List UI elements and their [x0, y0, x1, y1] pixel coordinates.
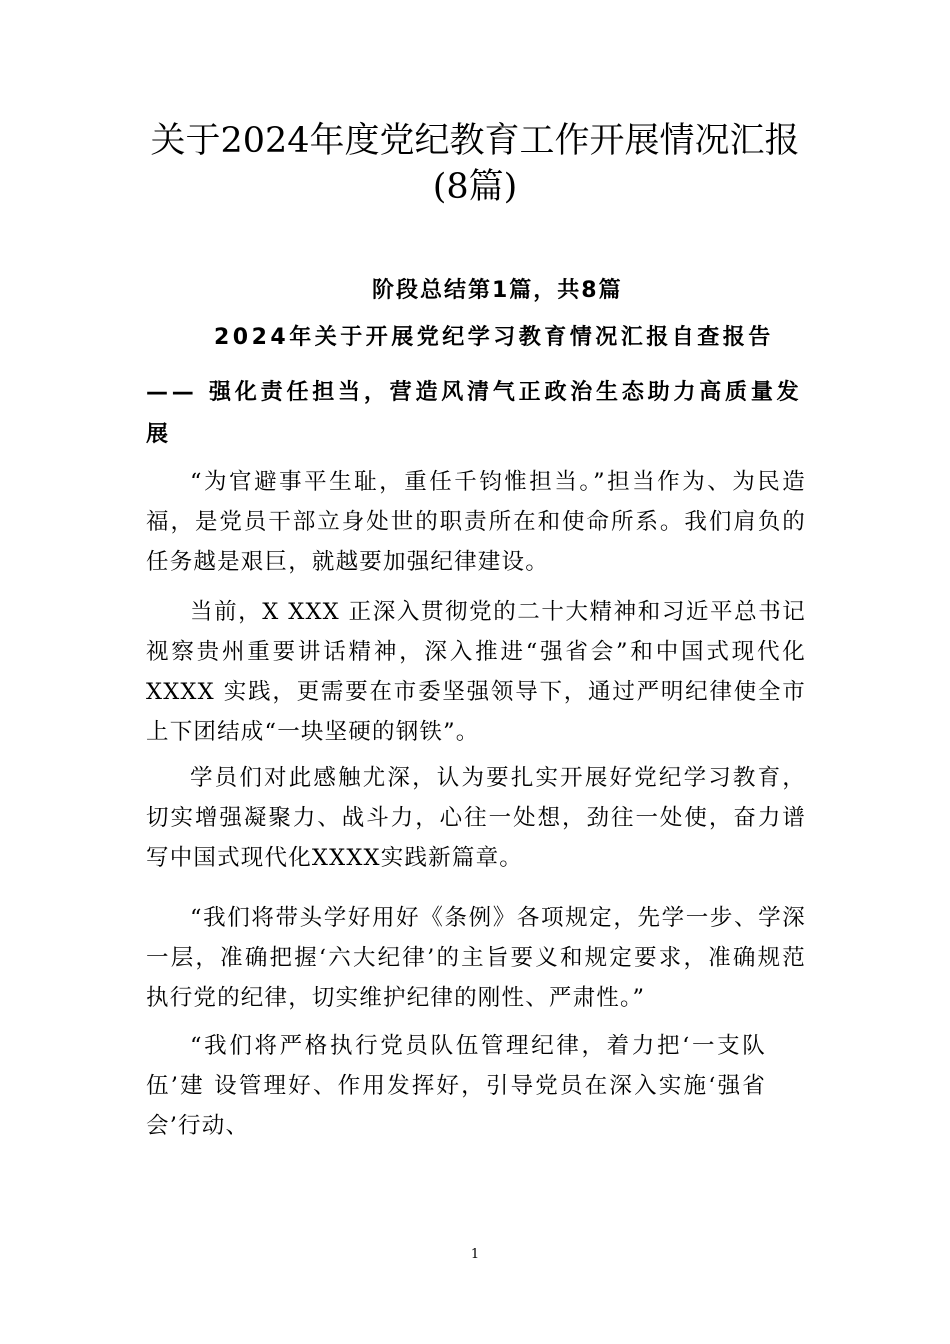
report-heading: 2024年关于开展党纪学习教育情况汇报自查报告 — [214, 325, 774, 350]
page-number: 1 — [470, 1247, 480, 1262]
document-title — [120, 118, 830, 210]
title-line-2: (8篇) — [432, 167, 518, 207]
body-paragraph: 当前，X XXX 正深入贯彻党的二十大精神和习近平总书记 视察贵州重要讲话精神，深入推进“强省会”和中国式现代化 XXXX 实践，更需要在市委坚强领导下，通过严明纪律使全市 上下团结成“一块坚硬的钢铁”。 — [146, 599, 806, 745]
body-paragraph: “我们将严格执行党员队伍管理纪律，着力把‘一支队伍’建 设管理好、作用发挥好，引导党员在深入实施‘强省会’行动、 — [146, 1033, 766, 1139]
body-paragraph: “我们将带头学好用好《条例》各项规定，先学一步、学深 一层，准确把握‘六大纪律’的主旨要义和规定要求，准确规范 执行党的纪律，切实维护纪律的刚性、严肃性。” — [146, 905, 806, 1011]
report-subheading: —— 强化责任担当，营造风清气正政治生态助力高质量发展 — [146, 380, 803, 447]
section-label: 阶段总结第1篇，共8篇 — [372, 278, 623, 303]
body-paragraph: “为官避事平生耻，重任千钧惟担当。”担当作为、为民造福，是党员干部立身处世的职责所在和使命所系。我们肩负的任务越是艰巨，就越要加强纪律建设。 — [146, 469, 806, 575]
body-paragraph: 学员们对此感触尤深，认为要扎实开展好党纪学习教育，切实增强凝聚力、战斗力，心往一处想，劲往一处使，奋力谱写中国式现代化XXXX实践新篇章。 — [146, 765, 806, 871]
title-line-1: 关于2024年度党纪教育工作开展情况汇报 — [150, 121, 800, 161]
